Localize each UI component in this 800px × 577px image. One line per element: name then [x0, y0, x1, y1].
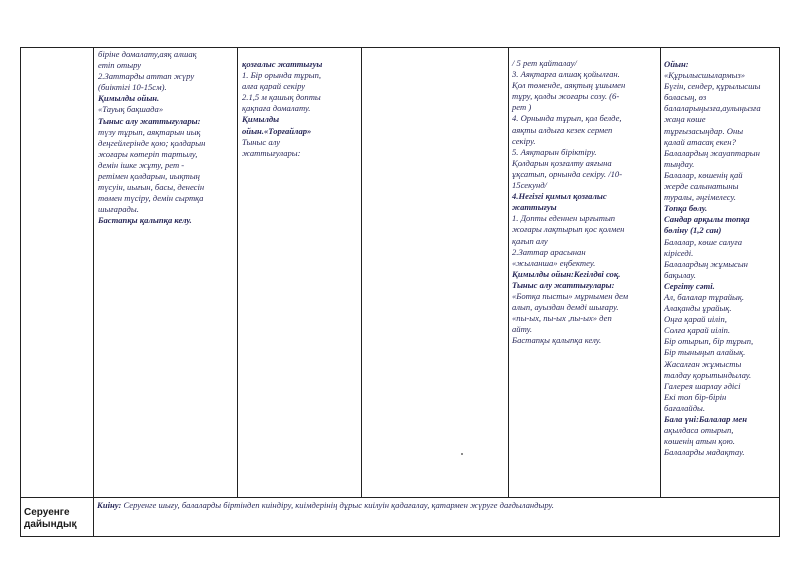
- col6-line: көшенің атын қою.: [664, 436, 735, 447]
- col-divider-4: [508, 47, 509, 498]
- row-label-walk-prep: [24, 507, 92, 531]
- col6-line: Балаларды мадақтау.: [664, 447, 745, 458]
- col5-line: Қол төменде, аяқтың ұшымен: [512, 80, 626, 91]
- col2-line: «Тауық бақшада»: [98, 104, 164, 115]
- col3-line: алға қарай секіру: [242, 81, 306, 92]
- col5-line: Қолдарын қозғалту аяғына: [512, 157, 612, 168]
- table-left-border: [20, 47, 21, 537]
- col6-line: Балалардың жауаптарын: [664, 147, 760, 158]
- col5-line: / 5 рет қайталау/: [512, 58, 577, 68]
- col2-line: 2.Заттарды аттап жүру: [98, 71, 195, 82]
- col5-line: айту.: [512, 324, 533, 335]
- col3-line: қақпаға домалату.: [242, 103, 311, 114]
- col6-line: Балалардың жұмысын: [664, 258, 748, 269]
- col6-line: Топқа бөлу.: [664, 203, 708, 214]
- footer-top-border: [20, 497, 780, 498]
- col6-line: Балалар, көше салуға: [664, 236, 743, 247]
- col6-line: туралы, әңгімелесу.: [664, 192, 736, 203]
- col2-line: демін ішке жұту, рет -: [98, 159, 185, 170]
- col5-line: секіру.: [512, 135, 536, 146]
- col5-line: 5. Аяқтарын біріктіру.: [512, 146, 597, 157]
- activity-cell-col3: [242, 59, 358, 159]
- col6-line: бөліну (1,2 сан): [664, 225, 722, 236]
- col2-line: ретімен қолдарын, иықтың: [98, 171, 200, 182]
- table-top-border: [20, 47, 780, 48]
- col5-line: 4.Негізгі қимыл қозғалыс: [512, 191, 607, 202]
- col2-line: Қимылды ойын.: [98, 93, 160, 104]
- col6-line: тыңдау.: [664, 158, 695, 169]
- col2-line: (биіктігі 10-15см).: [98, 82, 167, 93]
- col6-line: Галерея шарлау әдісі: [664, 380, 741, 391]
- col2-line: Тыныс алу жаттығулары:: [98, 115, 201, 126]
- col6-line: жерде салынатыны: [664, 181, 739, 192]
- col6-line: Сандар арқылы топқа: [664, 214, 750, 225]
- col6-line: Бүгін, сендер, құрылысшы: [664, 81, 761, 92]
- col5-line: алып, ауыздан демді шығару.: [512, 302, 619, 313]
- col5-line: рет ): [512, 102, 532, 113]
- col5-line: тұру, қолды жоғары созу. (6-: [512, 91, 620, 102]
- col6-line: кіріседі.: [664, 247, 694, 258]
- footer-bold-prefix: Киіну:: [97, 500, 122, 510]
- col3-line: Қимылды: [242, 114, 280, 125]
- activity-cell-col2: [98, 49, 234, 227]
- col6-line: Сергіту сәті.: [664, 280, 715, 291]
- col5-line: 1. Допты еденнен ырғытып: [512, 213, 616, 224]
- col3-line: қозғалыс жаттығуы: [242, 59, 323, 69]
- col6-line: Солға қарай иіліп.: [664, 325, 731, 336]
- col5-line: қағып алу: [512, 235, 548, 246]
- col-divider-5: [660, 47, 661, 498]
- col6-line: боласың, өз: [664, 92, 707, 103]
- col6-line: Жасалған жұмысты: [664, 358, 742, 369]
- col-divider-2: [237, 47, 238, 498]
- footer-text: Серуенге шығу, балаларды біртіндеп киіндіру, киімдерінің дұрыс киілуін қадағалау, қатармен жүруге дағдыландыру.: [121, 500, 554, 510]
- col6-line: қалай атасақ екен?: [664, 136, 736, 147]
- col5-line: «Ботқа пысты» мұрнымен дем: [512, 290, 629, 301]
- col6-line: Ойын:: [664, 59, 689, 69]
- col2-line: шығарады.: [98, 204, 139, 215]
- col6-line: «Құрылысшылармыз»: [664, 70, 746, 81]
- col6-line: Бір тыныңып алайық.: [664, 347, 746, 358]
- activity-cell-col6: [664, 59, 778, 458]
- col5-line: «пы-ых, пы-ых ,пы-ых» деп: [512, 313, 612, 324]
- scan-speck: [461, 453, 463, 455]
- col2-line: түзу тұрып, аяқтарын иық: [98, 126, 201, 137]
- col6-line: бақылау.: [664, 269, 696, 280]
- col6-line: балаларыңызға,аулыңызға: [664, 103, 761, 114]
- col2-line: төмен түсіру, демін сыртқа: [98, 193, 204, 204]
- col2-line: түсуін, иығын, басы, денесін: [98, 182, 205, 193]
- col6-line: жаңа көше: [664, 114, 706, 125]
- col2-line: біріне домалату,аяқ алшақ: [98, 49, 197, 59]
- col3-line: ойын.«Торғайлар»: [242, 125, 312, 136]
- col3-line: Тыныс алу: [242, 136, 281, 147]
- col2-line: етіп отыру: [98, 60, 142, 71]
- col5-line: Тыныс алу жаттығулары:: [512, 279, 615, 290]
- col5-line: 3. Аяқтарға алшақ қойылған.: [512, 69, 620, 80]
- col2-line: Бастапқы қалыпқа келу.: [98, 215, 192, 226]
- col6-line: Ал, балалар тұрайық.: [664, 291, 745, 302]
- col5-line: 2.Заттар арасынан: [512, 246, 586, 257]
- col-divider-1: [93, 47, 94, 537]
- col5-line: 15секунд/: [512, 180, 547, 191]
- col5-line: жоғары лақтырып қос қолмен: [512, 224, 625, 235]
- col6-line: Алақанды ұрайық.: [664, 303, 732, 314]
- table-bottom-border: [20, 536, 780, 537]
- col-divider-3: [361, 47, 362, 498]
- col6-line: талдау қорытындылау.: [664, 369, 752, 380]
- col5-line: «жыланша» еңбектеу.: [512, 257, 596, 268]
- col6-line: Оңға қарай иіліп,: [664, 314, 727, 325]
- col6-line: Екі топ бір-бірін: [664, 391, 727, 402]
- col3-line: 2.1,5 м қашық допты: [242, 92, 321, 103]
- row-label-line2: дайындық: [24, 519, 77, 530]
- col5-line: Қимылды ойын:Кегілдві соқ.: [512, 268, 621, 279]
- col5-line: 4. Орнында тұрып, қол белде,: [512, 113, 622, 124]
- col3-line: 1. Бір орында тұрып,: [242, 70, 322, 81]
- col2-line: деңгейлерінде қою; қолдарын: [98, 137, 206, 148]
- col6-line: ақылдаса отырып,: [664, 425, 734, 436]
- col5-line: аяқты алдыға кезек сермеп: [512, 124, 613, 135]
- col6-line: Бала үні:Балалар мен: [664, 414, 748, 424]
- footer-instructions: [97, 500, 777, 511]
- col5-line: Бастапқы қалыпқа келу.: [512, 335, 602, 346]
- activity-cell-col5: [512, 58, 658, 346]
- table-right-border: [779, 47, 780, 537]
- col6-line: Балалар, көшенің қай: [664, 169, 743, 180]
- col3-line: жаттығулары:: [242, 147, 301, 158]
- row-label-line1: Серуенге: [24, 507, 70, 518]
- col5-line: жаттығуы: [512, 202, 557, 213]
- col6-line: тұрғызасыңдар. Оны: [664, 125, 744, 136]
- col2-line: жоғары көтеріп тартылу,: [98, 148, 198, 159]
- col5-line: ұқсатып, орнында секіру. /10-: [512, 168, 623, 179]
- col6-line: бағалайды.: [664, 402, 706, 413]
- col6-line: Бір отырып, бір тұрып,: [664, 336, 754, 347]
